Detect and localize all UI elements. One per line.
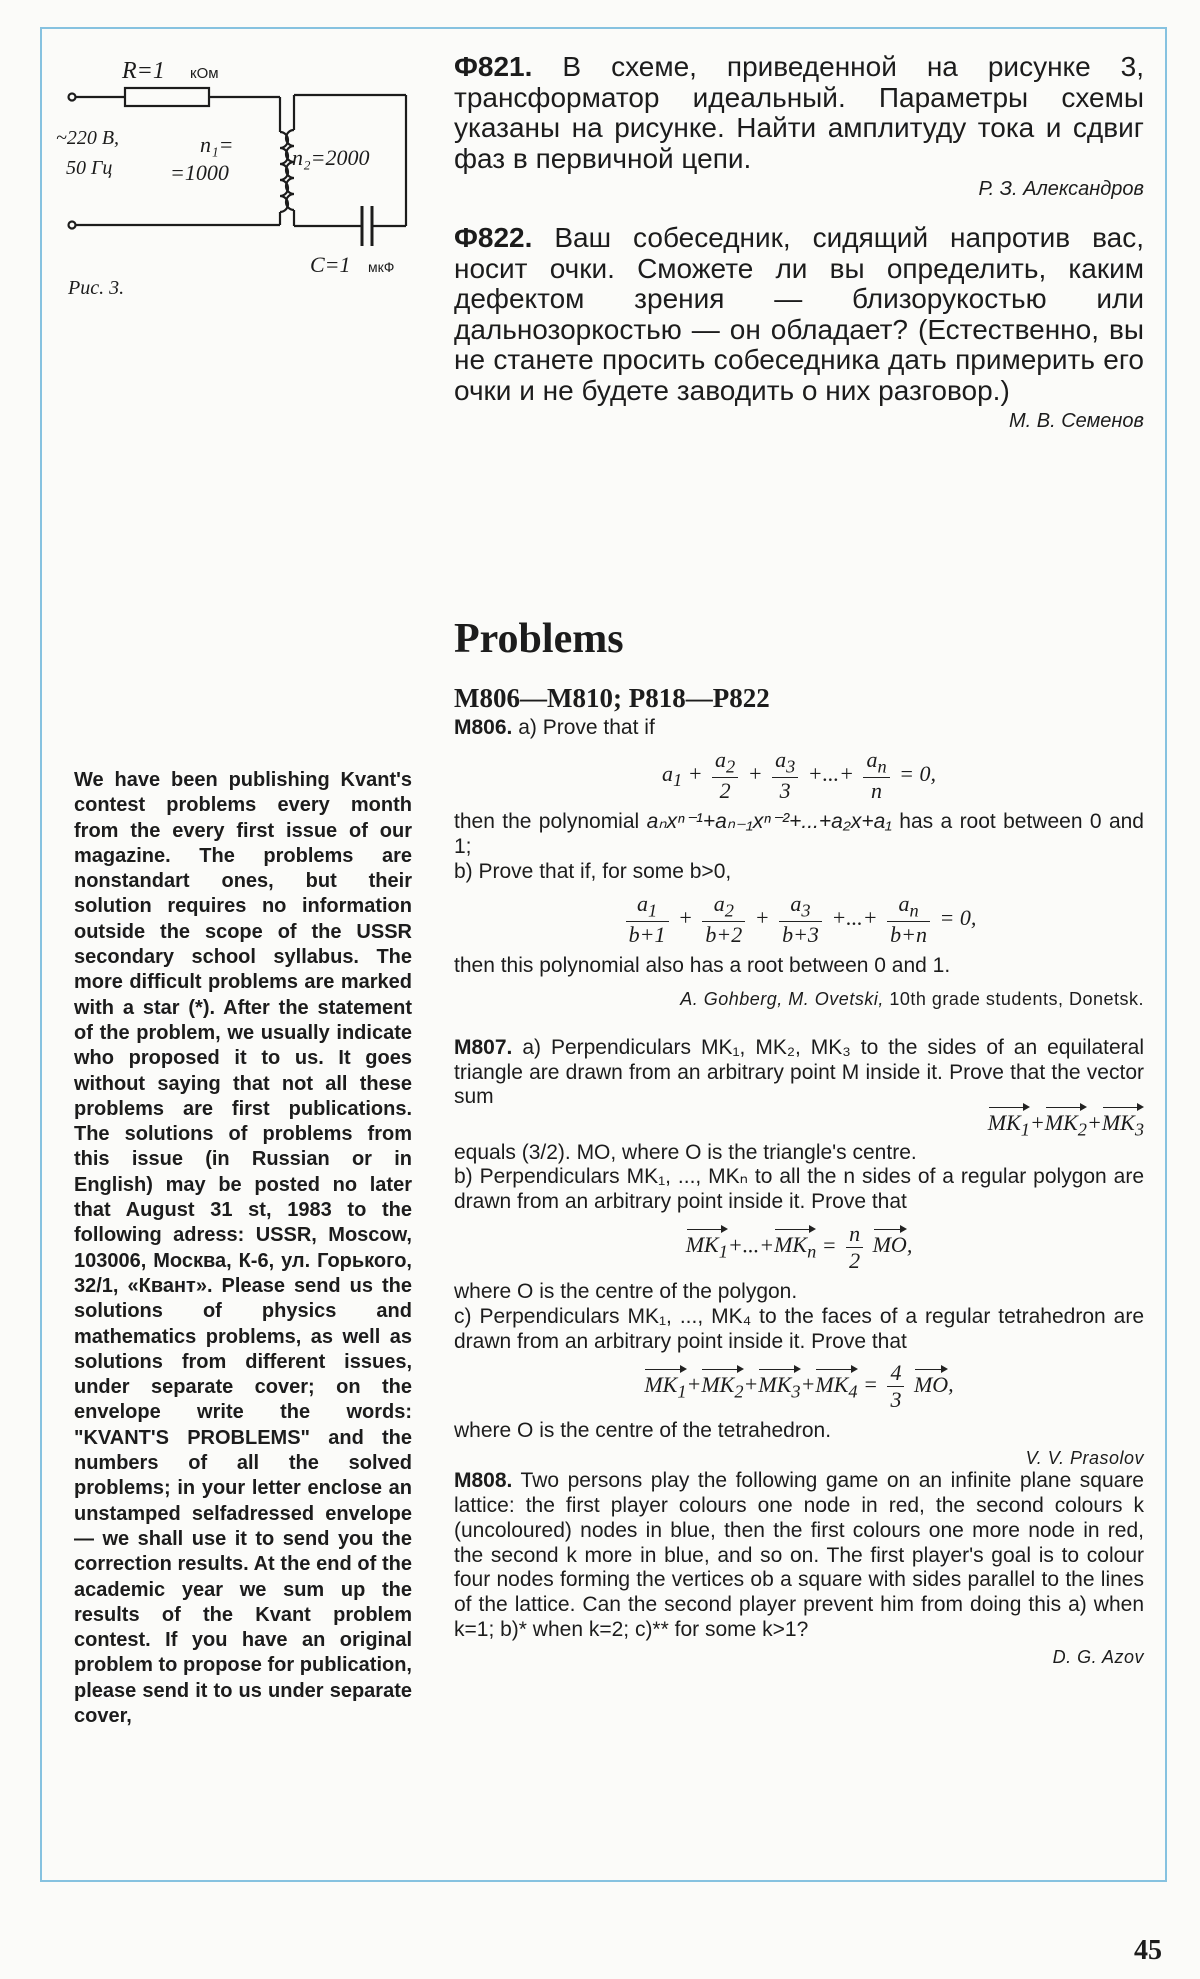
problem-text: В схеме, приведенной на рисунке 3, трансформатор идеальный. Параметры схемы указаны на рисунке. Найти амплитуду тока и сдвиг фаз в первичной цепи. (454, 51, 1145, 174)
problem-author: D. G. Azov (1052, 1646, 1144, 1667)
physics-problems (454, 52, 1144, 433)
section-heading: Problems (454, 616, 624, 662)
problem-number: M806. (454, 716, 513, 739)
n1-value: =1000 (170, 160, 229, 185)
problem-author: V. V. Prasolov (1025, 1448, 1144, 1469)
problem-author: М. В. Семенов (1009, 410, 1144, 432)
problem-m806: M806. a) Prove that if (454, 716, 655, 739)
section-subheading: M806—M810; P818—P822 (454, 683, 770, 713)
resistor-label: R=1 (122, 58, 165, 84)
contest-intro: We have been publishing Kvant's contest problems every month from the every first issue of our magazine. The problems are nonstandart ones, but their solution requires no information outside the scope of the USSR secondary school syllabus. The more difficult problems are marked with a star (*). After the statement of the problem, we usually indicate who proposed it to us. It goes without saying that not all these problems are first publications. The solutions of problems from this issue (in Russian or in English) may be posted no later that August 31 st, 1983 to the following adress: USSR, Moscow, 103006, Москва, К-6, ул. Горького, 32/1, «Квант». Please send us the solutions of physics and mathematics problems, as well as solutions from different issues, under separate cover; on the envelope write the words: "KVANT'S PROBLEMS" and the numbers of all the solved problems; in your letter enclose an unstamped selfadressed envelope — we shall use it to send you the correction results. At the end of the academic year we sum up the results of the Kvant problem contest. If you have an original problem to propose for publication, please send it to us under separate cover, (74, 769, 412, 1727)
voltage-label: ~220 В, (56, 127, 120, 149)
problem-text: Ваш собеседник, сидящий напротив вас, носит очки. Сможете ли вы определить, каким дефектом зрения — близорукостью или дальнозоркостью — он обладает? (Естественно, вы не станете просить собеседника дать примерить его очки и не будете заводить о них разговор.) (454, 222, 1144, 406)
problem-number: M808. (454, 1469, 513, 1493)
problem-m807: M807. a) Perpendiculars MK₁, MK₂, MK₃ to the sides of an equilateral triangle are drawn from an arbitrary point M inside it. Prove that the vector sum (454, 1035, 1144, 1109)
formula-m807-a: $MK_1+MK_2+MK_3$ (987, 1110, 1144, 1140)
formula-m806-b: $\frac{a_1}{b+1}$ + $\frac{a_2}{b+2}$ + $\frac{a_3}{b+3}$ +...+ $\frac{a_n}{b+n}$ = 0, (454, 891, 1144, 948)
problem-f821 (454, 52, 1144, 174)
resistor-unit: кОм (190, 65, 219, 82)
formula-m807-c: $MK_1+MK_2+MK_3+MK_4$ = $\frac{4}{3}$ MO, (644, 1360, 954, 1413)
english-section: Problems M806—M810; P818—P822 M806. a) Prove that if $a_1$ + $\frac{a_2}{2}$ + $\frac{a_3}{3}$ +...+ $\frac{a_n}{n}$ = 0, then the polynomial aₙxⁿ⁻¹+aₙ₋₁xⁿ⁻²+...+a₂x+a₁ has a root between 0 and 1; b) Prove that if, for some b>0, $\frac{a_1}{b+1}$ + $\frac{a_2}{b+2}$ + $\frac{a_3}{b+3}$ +...+ $\frac{a_n}{b+n}$ = 0, then this polynomial also has a root between 0 and 1. A. Gohberg, M. Ovetski, 10th grade students, Donetsk. M807. a) Perpendiculars MK₁, MK₂, MK₃ to the sides of an equilateral triangle are drawn from an arbitrary point M inside it. Prove that the vector sum $MK_1+MK_2+MK_3$ equals (3/2). MO, where O is the triangle's centre. b) Perpendiculars MK₁, ..., MKₙ to all the n sides of a regular polygon are drawn from an arbitrary point inside it. Prove that $MK_1+...+MK_n$ = $\frac{n}{2}$ MO, where O is the centre of the polygon. c) Perpendiculars MK₁, ..., MK₄ to the faces of a regular tetrahedron are drawn from an arbitrary point inside it. Prove that $MK_1+MK_2+MK_3+MK_4$ = $\frac{4}{3}$ MO, where O is the centre of the tetrahedron. V. V. Prasolov M808. Two persons play the following game on an infinite plane square lattice: the first player colours one node in red, the second colours k (uncoloured) nodes in blue, then the first colours one more node in red, the second k more in blue, and so on. The first player's goal is to colour four nodes forming the vertices ob a square with sides parallel to the lines of the lattice. Can the second player prevent him from doing this a) when k=1; b)* when k=2; c)** for some k>1? D. G. Azov (454, 616, 1144, 1667)
capacitor-label: C=1 (310, 252, 351, 277)
problem-m808: M808. Two persons play the following game on an infinite plane square lattice: the first player colours one node in red, the second colours k (uncoloured) nodes in blue, then the first colours one more node in red, the second k more in blue, and so on. The first player's goal is to colour four nodes forming the vertices ob a square with sides parallel to the lines of the lattice. Can the second player prevent him from doing this a) when k=1; b)* when k=2; c)** for some k>1? (454, 1469, 1144, 1641)
problem-number: Ф821. (454, 51, 533, 82)
problem-f822 (454, 223, 1144, 406)
polynomial: aₙxⁿ⁻¹+aₙ₋₁xⁿ⁻²+...+a₂x+a₁ (646, 810, 892, 834)
capacitor-unit: мкФ (368, 259, 395, 275)
n2-label: n₂=2000 (292, 145, 370, 170)
circuit-figure (50, 50, 430, 310)
problem-author: Р. З. Александров (978, 178, 1144, 200)
problem-number: M807. (454, 1035, 513, 1059)
problem-author: A. Gohberg, M. Ovetski, 10th grade students, Donetsk. (680, 988, 1144, 1009)
figure-caption: Рис. 3. (68, 277, 125, 299)
formula-m806-a: $a_1$ + $\frac{a_2}{2}$ + $\frac{a_3}{3}$ +...+ $\frac{a_n}{n}$ = 0, (662, 746, 936, 804)
formula-m807-b: $MK_1+...+MK_n$ = $\frac{n}{2}$ MO, (685, 1220, 913, 1273)
problem-number: Ф822. (454, 222, 533, 253)
frequency-label: 50 Гц (66, 157, 113, 179)
n1-label: n₁= (200, 132, 234, 157)
page-number: 45 (1134, 1935, 1162, 1966)
